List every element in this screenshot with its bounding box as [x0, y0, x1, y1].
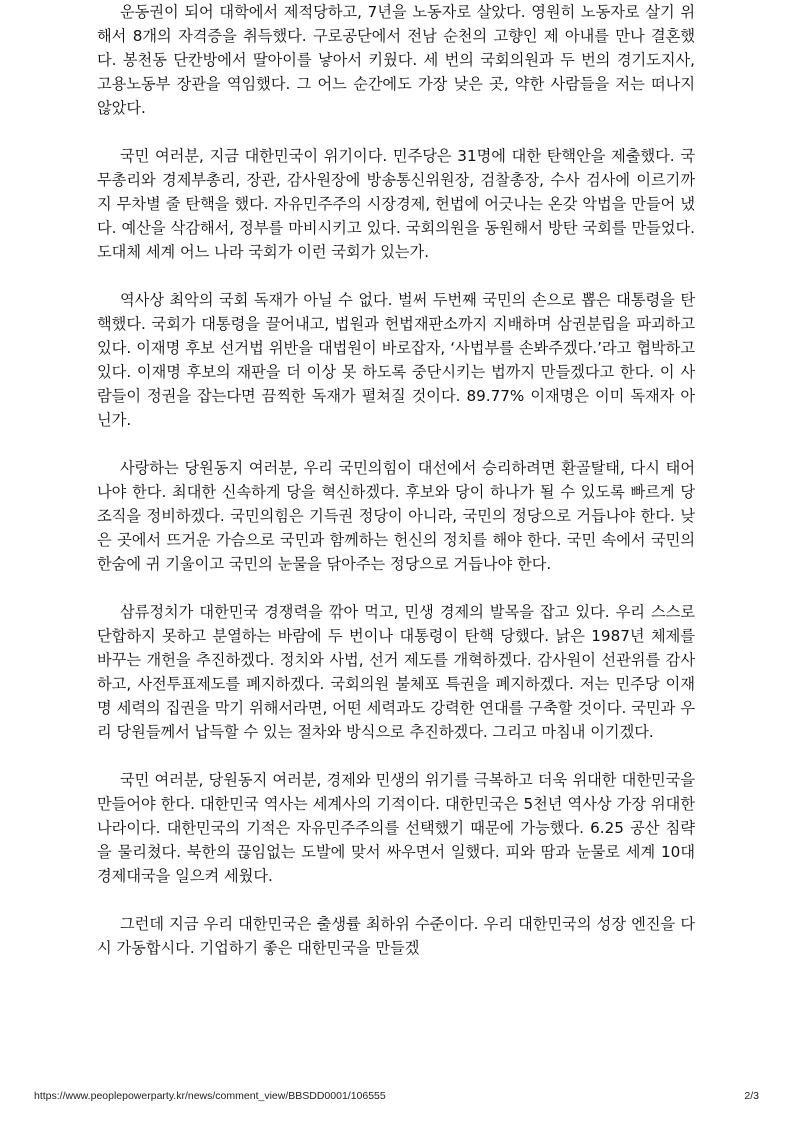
paragraph-6: 국민 여러분, 당원동지 여러분, 경제와 민생의 위기를 극복하고 더욱 위대한 대한민국을 만들어야 한다. 대한민국 역사는 세계사의 기적이다. 대한민국은 5천년 역사상 가장 위대한 나라이다. 대한민국의 기적은 자유민주주의를 선택했기 때문에 가능했다. 6.25 공산 침략을 물리쳤다. 북한의 끊임없는 도발에 맞서 싸우면서 일했다. 피와 땀과 눈물로 세계 10대 경제대국을 일으켜 세웠다.: [97, 771, 695, 885]
paragraph-7: 그런데 지금 우리 대한민국은 출생률 최하위 수준이다. 우리 대한민국의 성장 엔진을 다시 가동합시다. 기업하기 좋은 대한민국을 만들겠: [97, 915, 695, 957]
footer-url: https://www.peoplepowerparty.kr/news/comment_view/BBSDD0001/106555: [34, 1090, 386, 1102]
page-number: 2/3: [744, 1090, 759, 1102]
paragraph-1: 운동권이 되어 대학에서 제적당하고, 7년을 노동자로 살았다. 영원히 노동자로 살기 위해서 8개의 자격증을 취득했다. 구로공단에서 전남 순천의 고향인 제 아내를 만나 결혼했다. 봉천동 단칸방에서 딸아이를 낳아서 키웠다. 세 번의 국회의원과 두 번의 경기도지사, 고용노동부 장관을 역임했다. 그 어느 순간에도 가장 낮은 곳, 약한 사람들을 저는 떠나지 않았다.: [97, 3, 695, 117]
paragraph-4: 사랑하는 당원동지 여러분, 우리 국민의힘이 대선에서 승리하려면 환골탈태, 다시 태어나야 한다. 최대한 신속하게 당을 혁신하겠다. 후보와 당이 하나가 될 수 있도록 빠르게 당 조직을 정비하겠다. 국민의힘은 기득권 정당이 아니라, 국민의 정당으로 거듭나야 한다. 낮은 곳에서 뜨거운 가슴으로 국민과 함께하는 헌신의 정치를 해야 한다. 국민 속에서 국민의 한숨에 귀 기울이고 국민의 눈물을 닦아주는 정당으로 거듭나야 한다.: [97, 459, 695, 573]
paragraph-2: 국민 여러분, 지금 대한민국이 위기이다. 민주당은 31명에 대한 탄핵안을 제출했다. 국무총리와 경제부총리, 장관, 감사원장에 방송통신위원장, 검찰총장, 수사 검사에 이르기까지 무차별 줄 탄핵을 했다. 자유민주주의 시장경제, 헌법에 어긋나는 온갖 악법을 만들어 냈다. 예산을 삭감해서, 정부를 마비시키고 있다. 국회의원을 동원해서 방탄 국회를 만들었다. 도대체 세계 어느 나라 국회가 이런 국회가 있는가.: [97, 147, 695, 261]
document-body: [97, 0, 695, 984]
paragraph-5: 삼류정치가 대한민국 경쟁력을 깎아 먹고, 민생 경제의 발목을 잡고 있다. 우리 스스로 단합하지 못하고 분열하는 바람에 두 번이나 대통령이 탄핵 당했다. 낡은 1987년 체제를 바꾸는 개헌을 추진하겠다. 정치와 사법, 선거 제도를 개혁하겠다. 감사원이 선관위를 감사하고, 사전투표제도를 폐지하겠다. 국회의원 불체포 특권을 폐지하겠다. 저는 민주당 이재명 세력의 집권을 막기 위해서라면, 어떤 세력과도 강력한 연대를 구축할 것이다. 국민과 우리 당원들께서 납득할 수 있는 절차와 방식으로 추진하겠다. 그리고 마침내 이기겠다.: [97, 603, 695, 741]
paragraph-3: 역사상 최악의 국회 독재가 아닐 수 없다. 벌써 두번째 국민의 손으로 뽑은 대통령을 탄핵했다. 국회가 대통령을 끌어내고, 법원과 헌법재판소까지 지배하며 삼권분립을 파괴하고 있다. 이재명 후보 선거법 위반을 대법원이 바로잡자, ‘사법부를 손봐주겠다.’라고 협박하고 있다. 이재명 후보의 재판을 더 이상 못 하도록 중단시키는 법까지 만들겠다고 한다. 이 사람들이 정권을 잡는다면 끔찍한 독재가 펼쳐질 것이다. 89.77% 이재명은 이미 독재자 아닌가.: [97, 291, 695, 429]
page-footer: [0, 1090, 793, 1106]
